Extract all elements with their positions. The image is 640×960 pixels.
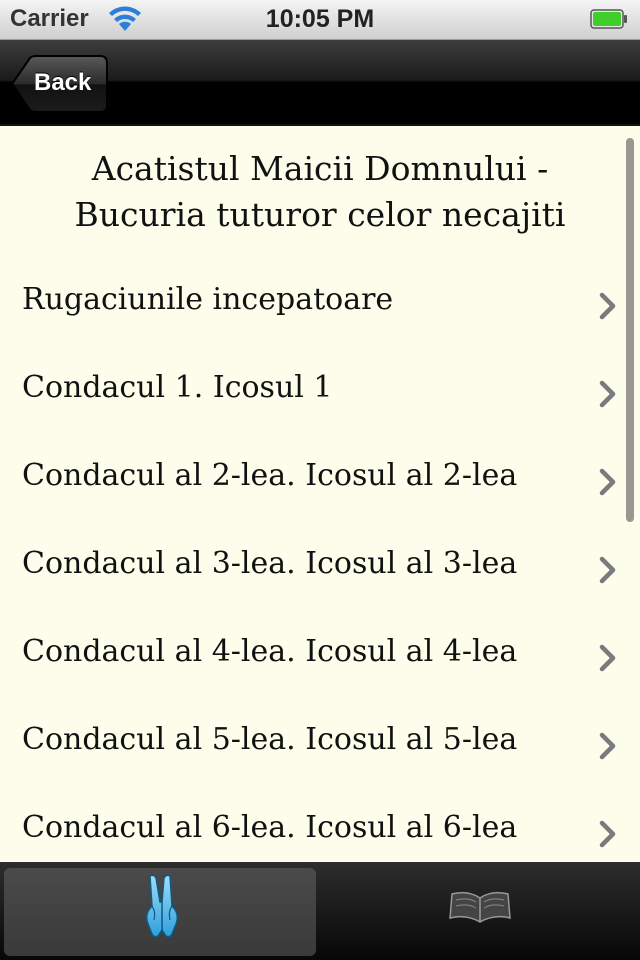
content-area[interactable] [0,126,640,862]
list-item[interactable] [0,438,640,526]
list-item-label: Condacul 1. Icosul 1 [22,370,333,405]
list-item-label: Condacul al 6-lea. Icosul al 6-lea [22,810,518,845]
navigation-bar [0,40,640,126]
list-item-label: Rugaciunile incepatoare [22,282,394,317]
praying-hands-icon [136,872,188,940]
chevron-right-icon [598,468,618,496]
battery-icon [590,9,628,29]
tab-prayers[interactable] [4,868,316,956]
carrier-label: Carrier [10,5,89,32]
status-time: 10:05 PM [265,5,375,33]
chevron-right-icon [598,380,618,408]
page-title [0,146,640,238]
back-button[interactable] [10,55,108,113]
chevron-right-icon [598,644,618,672]
list-item[interactable] [0,526,640,614]
tab-bar [0,862,640,960]
list-item[interactable] [0,702,640,790]
list-item-label: Condacul al 3-lea. Icosul al 3-lea [22,546,518,581]
back-button-label: Back [34,69,92,96]
chevron-right-icon [598,556,618,584]
scrollbar[interactable] [626,138,634,522]
list-item[interactable] [0,262,640,350]
chevron-right-icon [598,820,618,848]
list-item-label: Condacul al 2-lea. Icosul al 2-lea [22,458,518,493]
chevron-right-icon [598,732,618,760]
status-bar [0,0,640,40]
chapter-list [0,262,640,862]
list-item-label: Condacul al 4-lea. Icosul al 4-lea [22,634,518,669]
chevron-right-icon [598,292,618,320]
tab-book[interactable] [324,868,636,956]
list-item[interactable] [0,614,640,702]
open-book-icon [448,888,512,926]
page-title-line-1: Acatistul Maicii Domnului - [91,149,549,188]
page-title-line-2: Bucuria tuturor celor necajiti [74,195,566,234]
list-item[interactable] [0,350,640,438]
list-item[interactable] [0,790,640,862]
list-item-label: Condacul al 5-lea. Icosul al 5-lea [22,722,518,757]
